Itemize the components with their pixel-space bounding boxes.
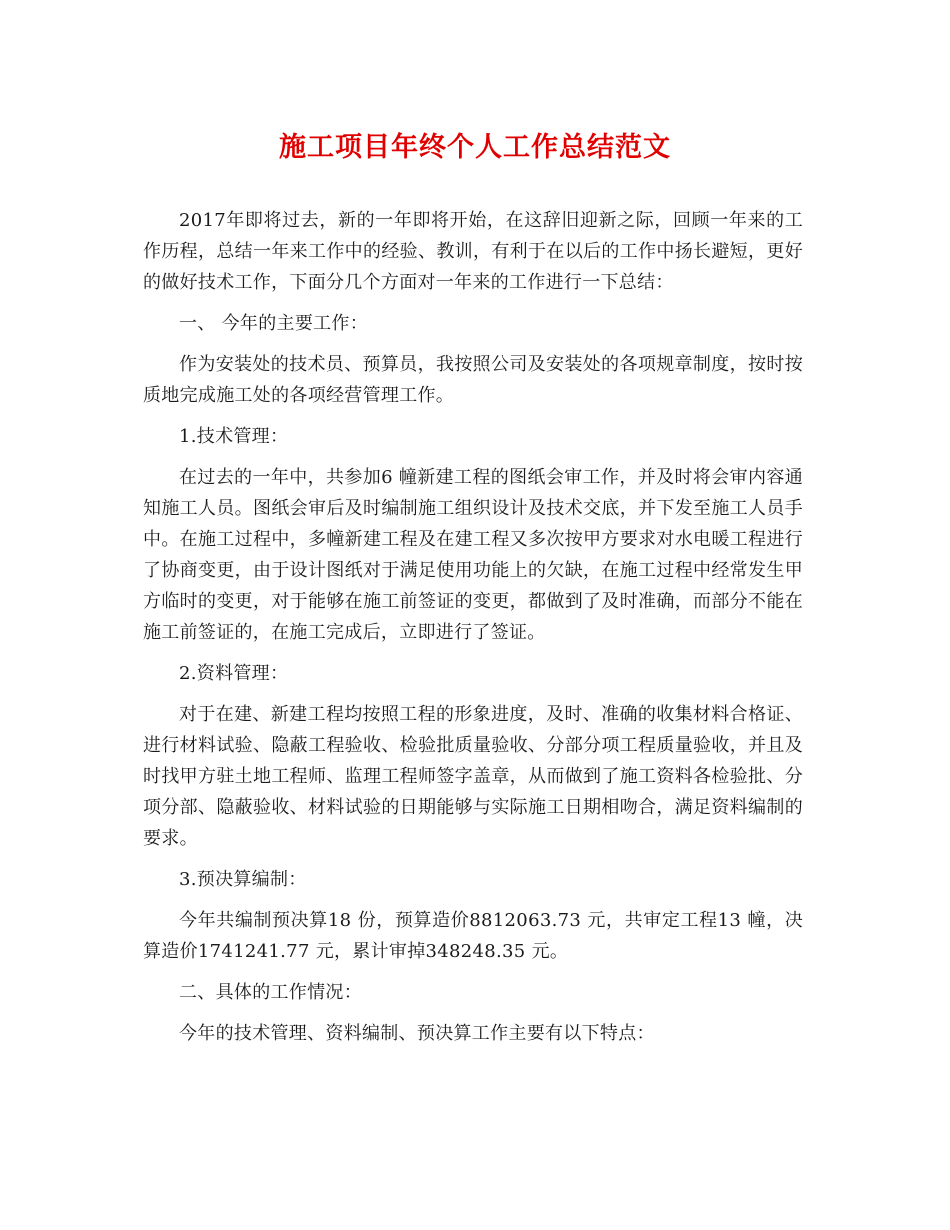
paragraph-budget: 今年共编制预决算18 份，预算造价8812063.73 元，共审定工程13 幢，决算造价1741241.77 元，累计审掉348248.35 元。 — [143, 910, 803, 962]
paragraph-features: 今年的技术管理、资料编制、预决算工作主要有以下特点： — [179, 1023, 655, 1044]
document-body — [143, 205, 803, 1059]
section-heading-main-work: 一、 今年的主要工作： — [179, 313, 369, 334]
subheading-document-management: 2.资料管理： — [179, 663, 289, 684]
paragraph-document-management: 对于在建、新建工程均按照工程的形象进度，及时、准确的收集材料合格证、进行材料试验、隐蔽工程验收、检验批质量验收、分部分项工程质量验收，并且及时找甲方驻土地工程师、监理工程师签字盖章，从而做到了施工资料各检验批、分项分部、隐蔽验收、材料试验的日期能够与实际施工日期相吻合，满足资料编制的要求。 — [143, 704, 803, 849]
document-title: 施工项目年终个人工作总结范文 — [279, 132, 671, 163]
paragraph-role: 作为安装处的技术员、预算员，我按照公司及安装处的各项规章制度，按时按质地完成施工处的各项经营管理工作。 — [143, 354, 803, 406]
paragraph-intro: 2017年即将过去，新的一年即将开始，在这辞旧迎新之际，回顾一年来的工作历程，总结一年来工作中的经验、教训，有利于在以后的工作中扬长避短，更好的做好技术工作，下面分几个方面对一年来的工作进行一下总结： — [143, 210, 803, 293]
subheading-technical-management: 1.技术管理： — [179, 426, 289, 447]
section-heading-details: 二、具体的工作情况： — [179, 982, 362, 1003]
subheading-budget: 3.预决算编制： — [179, 869, 307, 890]
paragraph-technical-management: 在过去的一年中，共参加6 幢新建工程的图纸会审工作，并及时将会审内容通知施工人员。图纸会审后及时编制施工组织设计及技术交底，并下发至施工人员手中。在施工过程中，多幢新建工程及在建工程又多次按甲方要求对水电暖工程进行了协商变更，由于设计图纸对于满足使用功能上的欠缺，在施工过程中经常发生甲方临时的变更，对于能够在施工前签证的变更，都做到了及时准确，而部分不能在施工前签证的，在施工完成后，立即进行了签证。 — [143, 467, 803, 643]
